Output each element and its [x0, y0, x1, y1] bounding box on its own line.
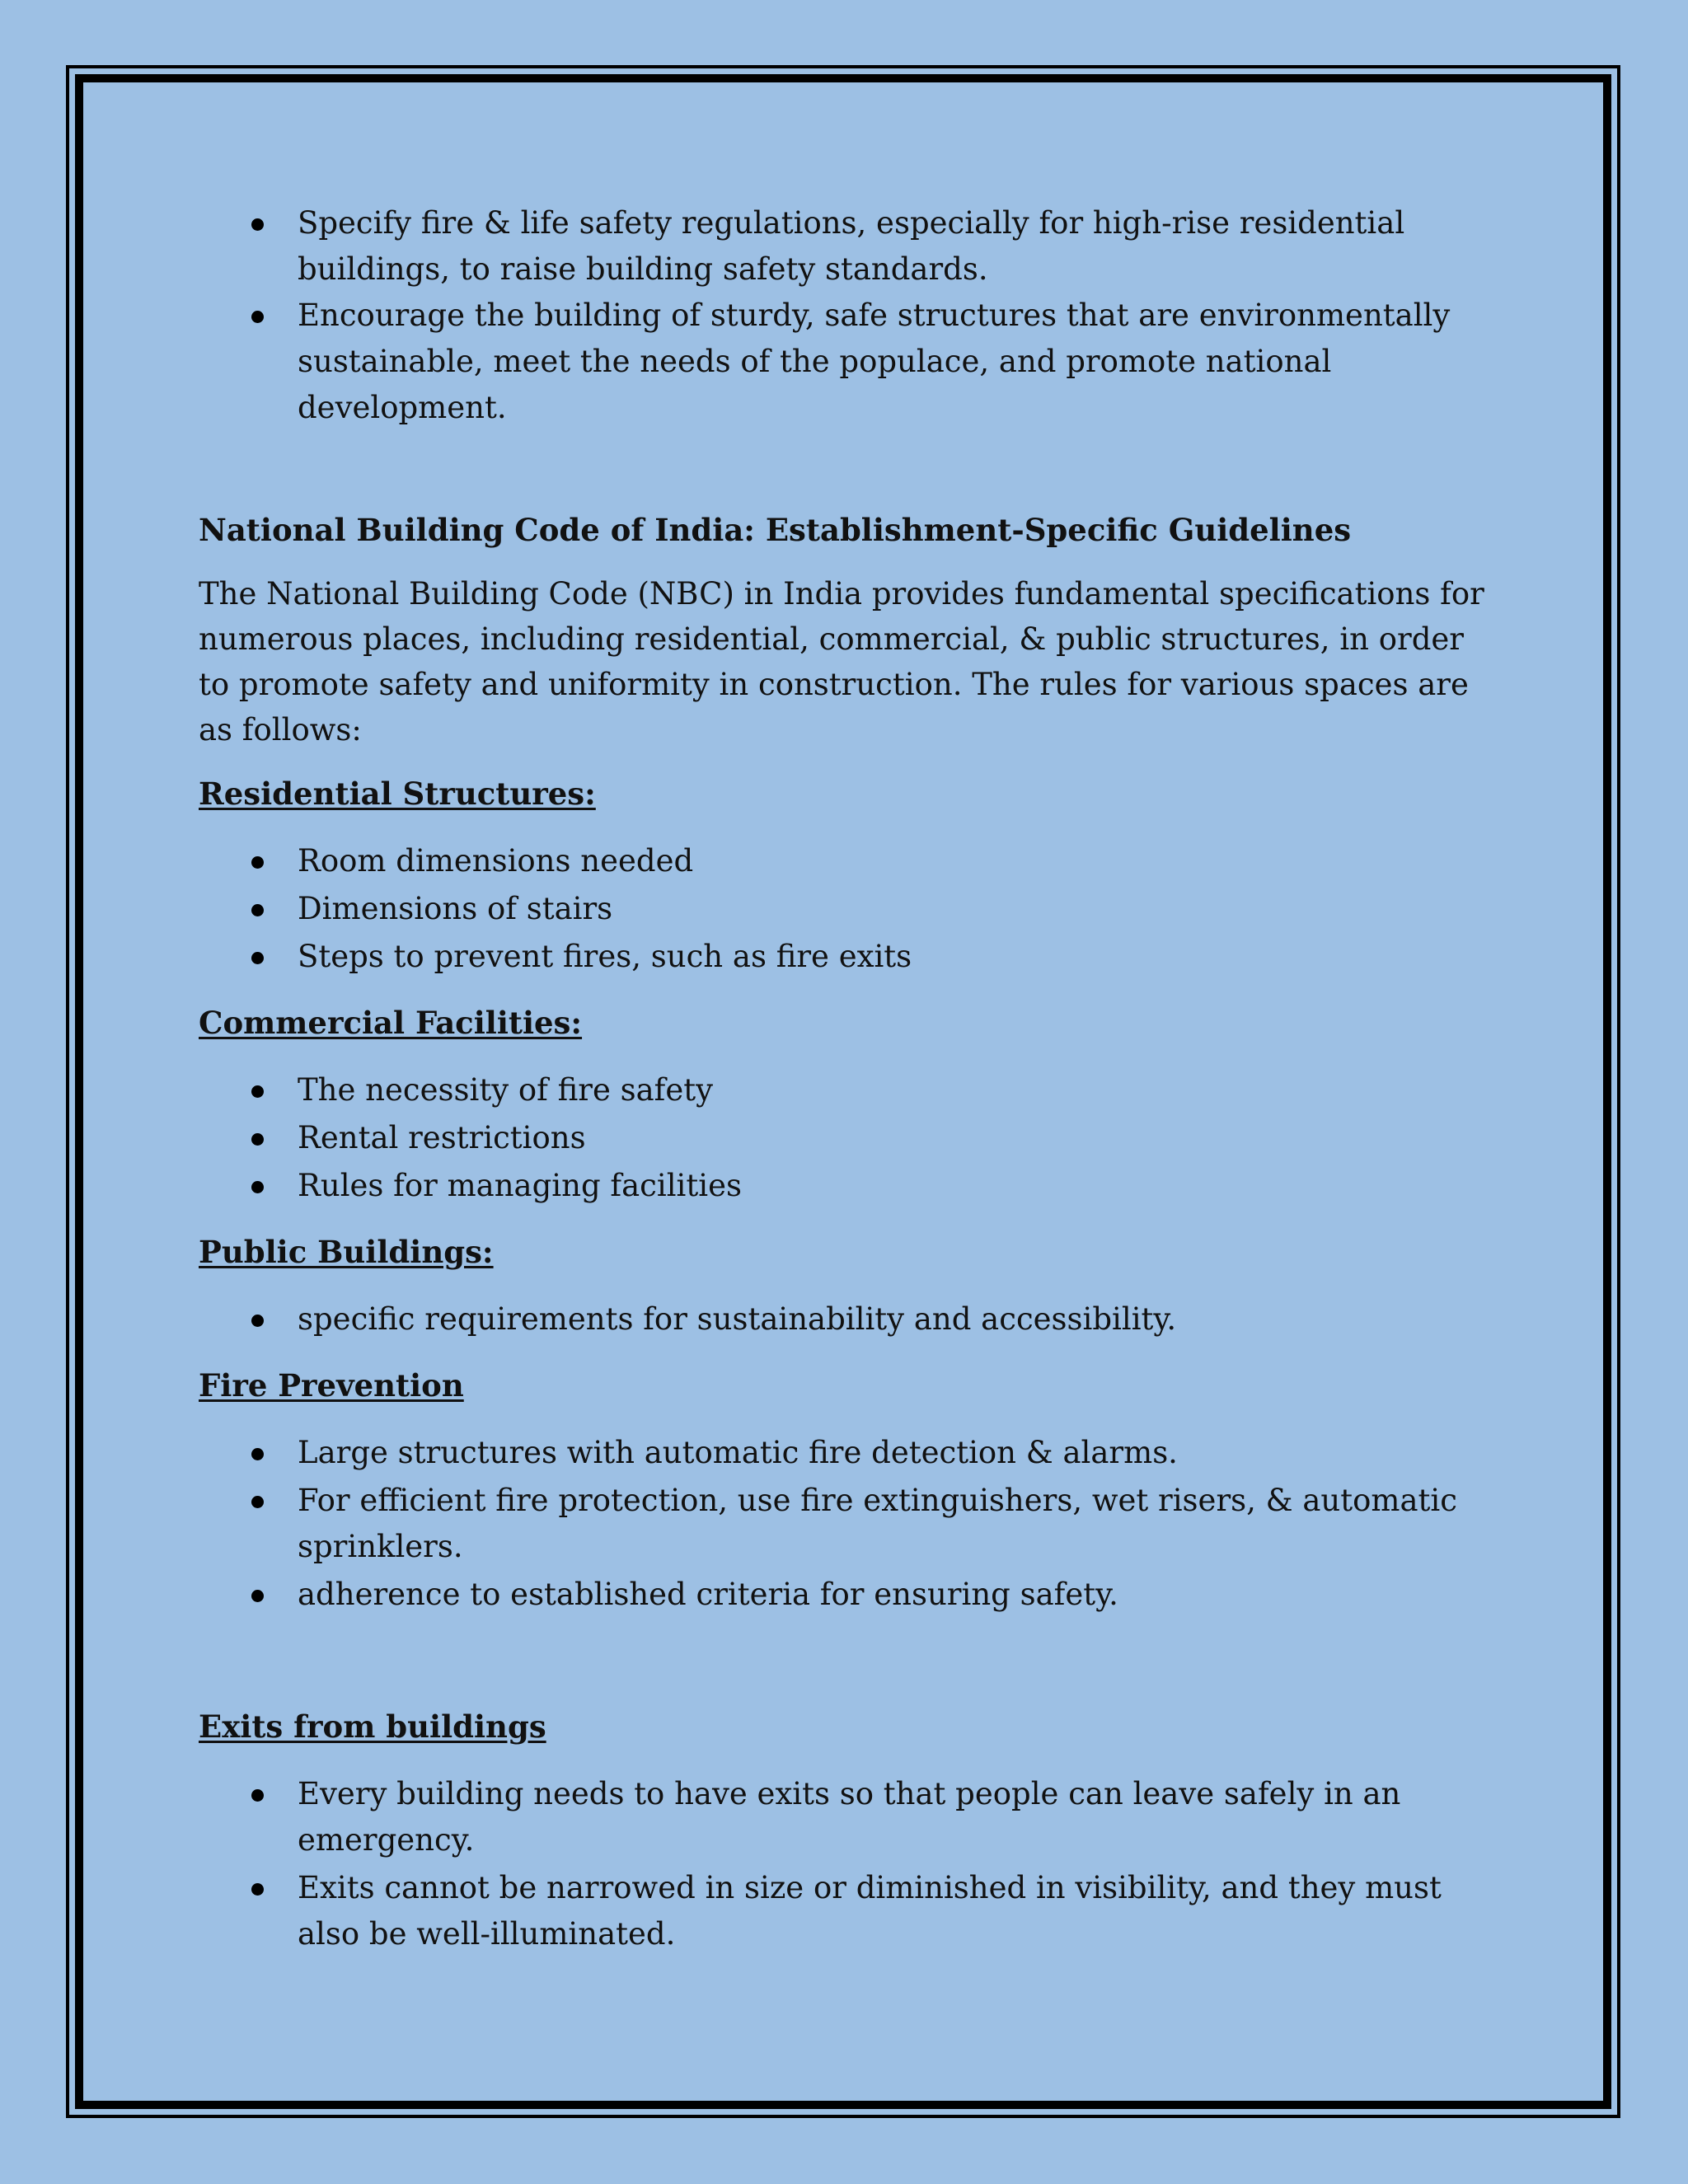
list-item: Rental restrictions [199, 1115, 1501, 1161]
bullet-icon [251, 1085, 264, 1098]
fire-prevention-heading: Fire Prevention [199, 1367, 464, 1404]
bullet-icon [251, 218, 264, 231]
exits-list [199, 1771, 1501, 1957]
document-body [199, 200, 1501, 1959]
list-item: Dimensions of stairs [199, 886, 1501, 932]
bullet-icon [251, 1883, 264, 1896]
list-item: adherence to established criteria for ensuring safety. [199, 1572, 1501, 1618]
intro-bullet-list [199, 200, 1501, 431]
intro-paragraph: The National Building Code (NBC) in India provides fundamental specifications for numerous places, including residential, commercial, & public structures, in order to promote safety and uniformity in construction. The rules for various spaces are as follows: [199, 576, 1484, 748]
bullet-icon [251, 904, 264, 916]
list-item: For efficient fire protection, use fire extinguishers, wet risers, & automatic sprinklers. [199, 1478, 1501, 1570]
exits-heading: Exits from buildings [199, 1708, 546, 1745]
list-item: Encourage the building of sturdy, safe structures that are environmentally sustainable, meet the needs of the populace, and promote national development. [199, 293, 1501, 431]
list-item: Steps to prevent fires, such as fire exits [199, 934, 1501, 980]
list-item: specific requirements for sustainability and accessibility. [199, 1296, 1501, 1343]
commercial-list [199, 1067, 1501, 1209]
bullet-icon [251, 1133, 264, 1146]
bullet-icon [251, 1789, 264, 1802]
list-item: Room dimensions needed [199, 838, 1501, 884]
list-item: Rules for managing facilities [199, 1163, 1501, 1209]
list-item: The necessity of fire safety [199, 1067, 1501, 1113]
main-heading: National Building Code of India: Establishment-Specific Guidelines [199, 512, 1352, 548]
list-item: Every building needs to have exits so that people can leave safely in an emergency. [199, 1771, 1501, 1863]
fire-prevention-list [199, 1430, 1501, 1618]
bullet-icon [251, 1181, 264, 1193]
bullet-icon [251, 856, 264, 869]
public-heading: Public Buildings: [199, 1234, 494, 1270]
list-item: Large structures with automatic fire detection & alarms. [199, 1430, 1501, 1476]
bullet-icon [251, 1448, 264, 1460]
residential-list [199, 838, 1501, 980]
bullet-icon [251, 1496, 264, 1508]
bullet-icon [251, 952, 264, 964]
list-item: Specify fire & life safety regulations, especially for high-rise residential buildings, to raise building safety standards. [199, 200, 1501, 293]
commercial-heading: Commercial Facilities: [199, 1005, 583, 1041]
public-list [199, 1296, 1501, 1343]
bullet-icon [251, 1315, 264, 1327]
bullet-icon [251, 1590, 264, 1602]
list-item: Exits cannot be narrowed in size or diminished in visibility, and they must also be well-illuminated. [199, 1865, 1501, 1957]
bullet-icon [251, 311, 264, 323]
residential-heading: Residential Structures: [199, 776, 596, 812]
